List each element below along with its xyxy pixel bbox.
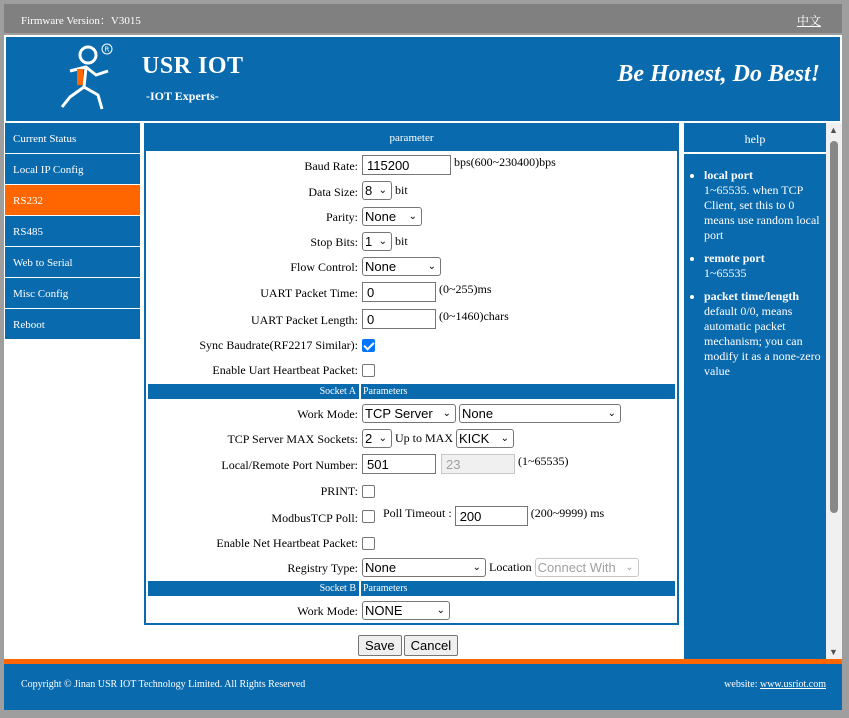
- flow-control-select[interactable]: [362, 257, 441, 276]
- sidebar-item-web-to-serial[interactable]: [5, 247, 140, 277]
- help-item: [704, 289, 826, 379]
- stop-bits-value: 1: [365, 234, 373, 249]
- max-sockets-label: TCP Server MAX Sockets:: [227, 432, 358, 446]
- net-heartbeat-label: Enable Net Heartbeat Packet:: [216, 536, 358, 550]
- chevron-down-icon: ⌄: [427, 261, 436, 272]
- copyright-text: Copyright © Jinan USR IOT Technology Limited. All Rights Reserved: [21, 679, 306, 690]
- location-label: Location: [489, 560, 532, 574]
- help-term: • local port: [704, 168, 753, 182]
- sync-baudrate-label: Sync Baudrate(RF2217 Similar):: [199, 338, 358, 352]
- chevron-down-icon: ⌄: [607, 408, 616, 419]
- baud-rate-input[interactable]: [362, 155, 451, 175]
- chevron-down-icon: ⌄: [378, 236, 387, 247]
- website-info: [724, 679, 826, 690]
- poll-timeout-input[interactable]: [455, 506, 528, 526]
- work-mode-b-select[interactable]: [362, 601, 450, 620]
- help-title: help: [684, 123, 826, 154]
- work-mode-b-value: NONE: [365, 603, 403, 618]
- baud-rate-label: Baud Rate:: [304, 159, 358, 173]
- website-link[interactable]: www.usriot.com: [759, 679, 826, 690]
- uart-packet-length-label: UART Packet Length:: [250, 313, 358, 327]
- sidebar-item-rs485[interactable]: [5, 216, 140, 246]
- help-term: • remote port: [704, 251, 765, 265]
- work-mode-sub-select[interactable]: [459, 404, 621, 423]
- chevron-down-icon: ⌄: [500, 433, 510, 444]
- location-select[interactable]: [535, 558, 639, 577]
- scroll-up-arrow-icon[interactable]: ▲: [829, 125, 838, 135]
- sidebar-item-misc-config[interactable]: [5, 278, 140, 308]
- help-item: [704, 168, 826, 243]
- scroll-down-arrow-icon[interactable]: ▼: [829, 647, 838, 657]
- website-label: website:: [724, 679, 760, 690]
- registry-type-label: Registry Type:: [287, 561, 358, 575]
- uart-packet-length-input[interactable]: [362, 309, 436, 329]
- uart-heartbeat-label: Enable Uart Heartbeat Packet:: [212, 363, 358, 377]
- cancel-button[interactable]: Cancel: [404, 635, 458, 656]
- save-button[interactable]: Save: [358, 635, 402, 656]
- slogan: Be Honest, Do Best!: [617, 61, 820, 87]
- up-to-max-label: Up to MAX: [395, 431, 454, 445]
- net-heartbeat-checkbox[interactable]: [362, 537, 375, 550]
- parity-label: Parity:: [326, 210, 358, 224]
- stop-bits-label: Stop Bits:: [310, 235, 358, 249]
- sync-baudrate-checkbox[interactable]: [362, 339, 375, 352]
- stop-bits-unit: bit: [395, 234, 408, 248]
- poll-timeout-hint: (200~9999) ms: [530, 506, 605, 520]
- stop-bits-select[interactable]: [362, 232, 392, 251]
- scrollbar-thumb[interactable]: [830, 141, 838, 513]
- help-list: [684, 168, 826, 379]
- sidebar-item-local-ip-config[interactable]: [5, 154, 140, 184]
- data-size-label: Data Size:: [308, 185, 358, 199]
- main-area: [4, 123, 842, 659]
- work-mode-sub-value: None: [462, 406, 494, 421]
- chevron-down-icon: ⌄: [472, 562, 481, 573]
- uart-packet-time-input[interactable]: [362, 282, 436, 302]
- chevron-down-icon: ⌄: [436, 605, 445, 616]
- sidebar-item-current-status[interactable]: [5, 123, 140, 153]
- socket-b-label: Socket B: [148, 581, 359, 596]
- parameter-panel: [144, 123, 679, 625]
- usr-logo-runner-icon: [50, 41, 120, 113]
- flow-control-label: Flow Control:: [290, 260, 358, 274]
- help-desc: 1~65535: [704, 266, 747, 280]
- footer: [4, 664, 842, 710]
- port-hint: (1~65535): [518, 454, 569, 468]
- chevron-down-icon: ⌄: [378, 185, 387, 196]
- data-size-value: 8: [365, 183, 373, 198]
- chevron-down-icon: ⌄: [625, 562, 634, 573]
- data-size-select[interactable]: [362, 181, 392, 200]
- help-term: • packet time/length: [704, 289, 799, 303]
- baud-rate-hint: bps(600~230400)bps: [454, 155, 556, 169]
- sidebar-item-label: Misc Config: [13, 288, 69, 300]
- header-banner: [4, 35, 842, 123]
- sidebar-item-label: Web to Serial: [13, 257, 73, 269]
- sidebar-item-label: Reboot: [13, 319, 45, 331]
- sidebar-item-label: Local IP Config: [13, 164, 84, 176]
- max-sockets-value: 2: [365, 431, 373, 446]
- chevron-down-icon: ⌄: [442, 408, 451, 419]
- print-label: PRINT:: [320, 484, 358, 498]
- work-mode-label: Work Mode:: [297, 407, 358, 421]
- language-switch-link[interactable]: 中文: [796, 14, 821, 28]
- kick-value: KICK: [459, 431, 490, 446]
- socket-a-params-label: Parameters: [361, 384, 675, 399]
- kick-select[interactable]: [456, 429, 514, 448]
- local-port-input[interactable]: [362, 454, 436, 474]
- socket-a-header: [148, 384, 675, 399]
- sidebar-item-rs232[interactable]: [5, 185, 140, 215]
- uart-heartbeat-checkbox[interactable]: [362, 364, 375, 377]
- sidebar-item-label: RS485: [13, 226, 43, 238]
- remote-port-input[interactable]: [441, 454, 515, 474]
- registry-type-select[interactable]: [362, 558, 486, 577]
- flow-control-value: None: [365, 259, 397, 274]
- socket-a-label: Socket A: [148, 384, 359, 399]
- print-checkbox[interactable]: [362, 485, 375, 498]
- form-buttons: [358, 635, 460, 656]
- help-desc: default 0/0, means automatic packet mechanism; you can modify it as a none-zero value: [704, 304, 821, 378]
- uart-packet-time-label: UART Packet Time:: [260, 286, 358, 300]
- modbus-poll-label: ModbusTCP Poll:: [271, 511, 358, 525]
- panel-title: parameter: [146, 125, 677, 151]
- data-size-unit: bit: [395, 183, 408, 197]
- brand-tagline: -IOT Experts-: [146, 89, 219, 103]
- help-item: [704, 251, 826, 281]
- sidebar-item-reboot[interactable]: [5, 309, 140, 339]
- work-mode-value: TCP Server: [365, 406, 433, 421]
- top-bar: [4, 4, 842, 33]
- poll-timeout-label: Poll Timeout :: [383, 506, 452, 520]
- registry-type-value: None: [365, 560, 397, 575]
- sidebar-item-label: Current Status: [13, 133, 77, 145]
- location-value: Connect With: [537, 560, 616, 575]
- chevron-down-icon: ⌄: [378, 433, 387, 444]
- socket-b-header: [148, 581, 675, 596]
- uart-packet-time-hint: (0~255)ms: [439, 282, 492, 296]
- work-mode-b-label: Work Mode:: [297, 604, 358, 618]
- work-mode-select[interactable]: [362, 404, 456, 423]
- help-desc: 1~65535. when TCP Client, set this to 0 means use random local port: [704, 183, 820, 242]
- port-number-label: Local/Remote Port Number:: [221, 458, 358, 472]
- socket-b-params-label: Parameters: [361, 581, 675, 596]
- svg-text:R: R: [104, 45, 110, 54]
- chevron-down-icon: ⌄: [408, 211, 417, 222]
- vertical-scrollbar[interactable]: [826, 123, 842, 659]
- sidebar-item-label: RS232: [13, 195, 43, 207]
- parity-select[interactable]: [362, 207, 422, 226]
- sidebar-nav: [4, 123, 140, 659]
- max-sockets-select[interactable]: [362, 429, 392, 448]
- brand-name: USR IOT: [142, 53, 244, 79]
- firmware-version: Firmware Version：V3015: [21, 15, 141, 27]
- uart-packet-length-hint: (0~1460)chars: [439, 309, 509, 323]
- help-panel: [684, 123, 826, 659]
- modbus-poll-checkbox[interactable]: [362, 510, 375, 523]
- parity-value: None: [365, 209, 397, 224]
